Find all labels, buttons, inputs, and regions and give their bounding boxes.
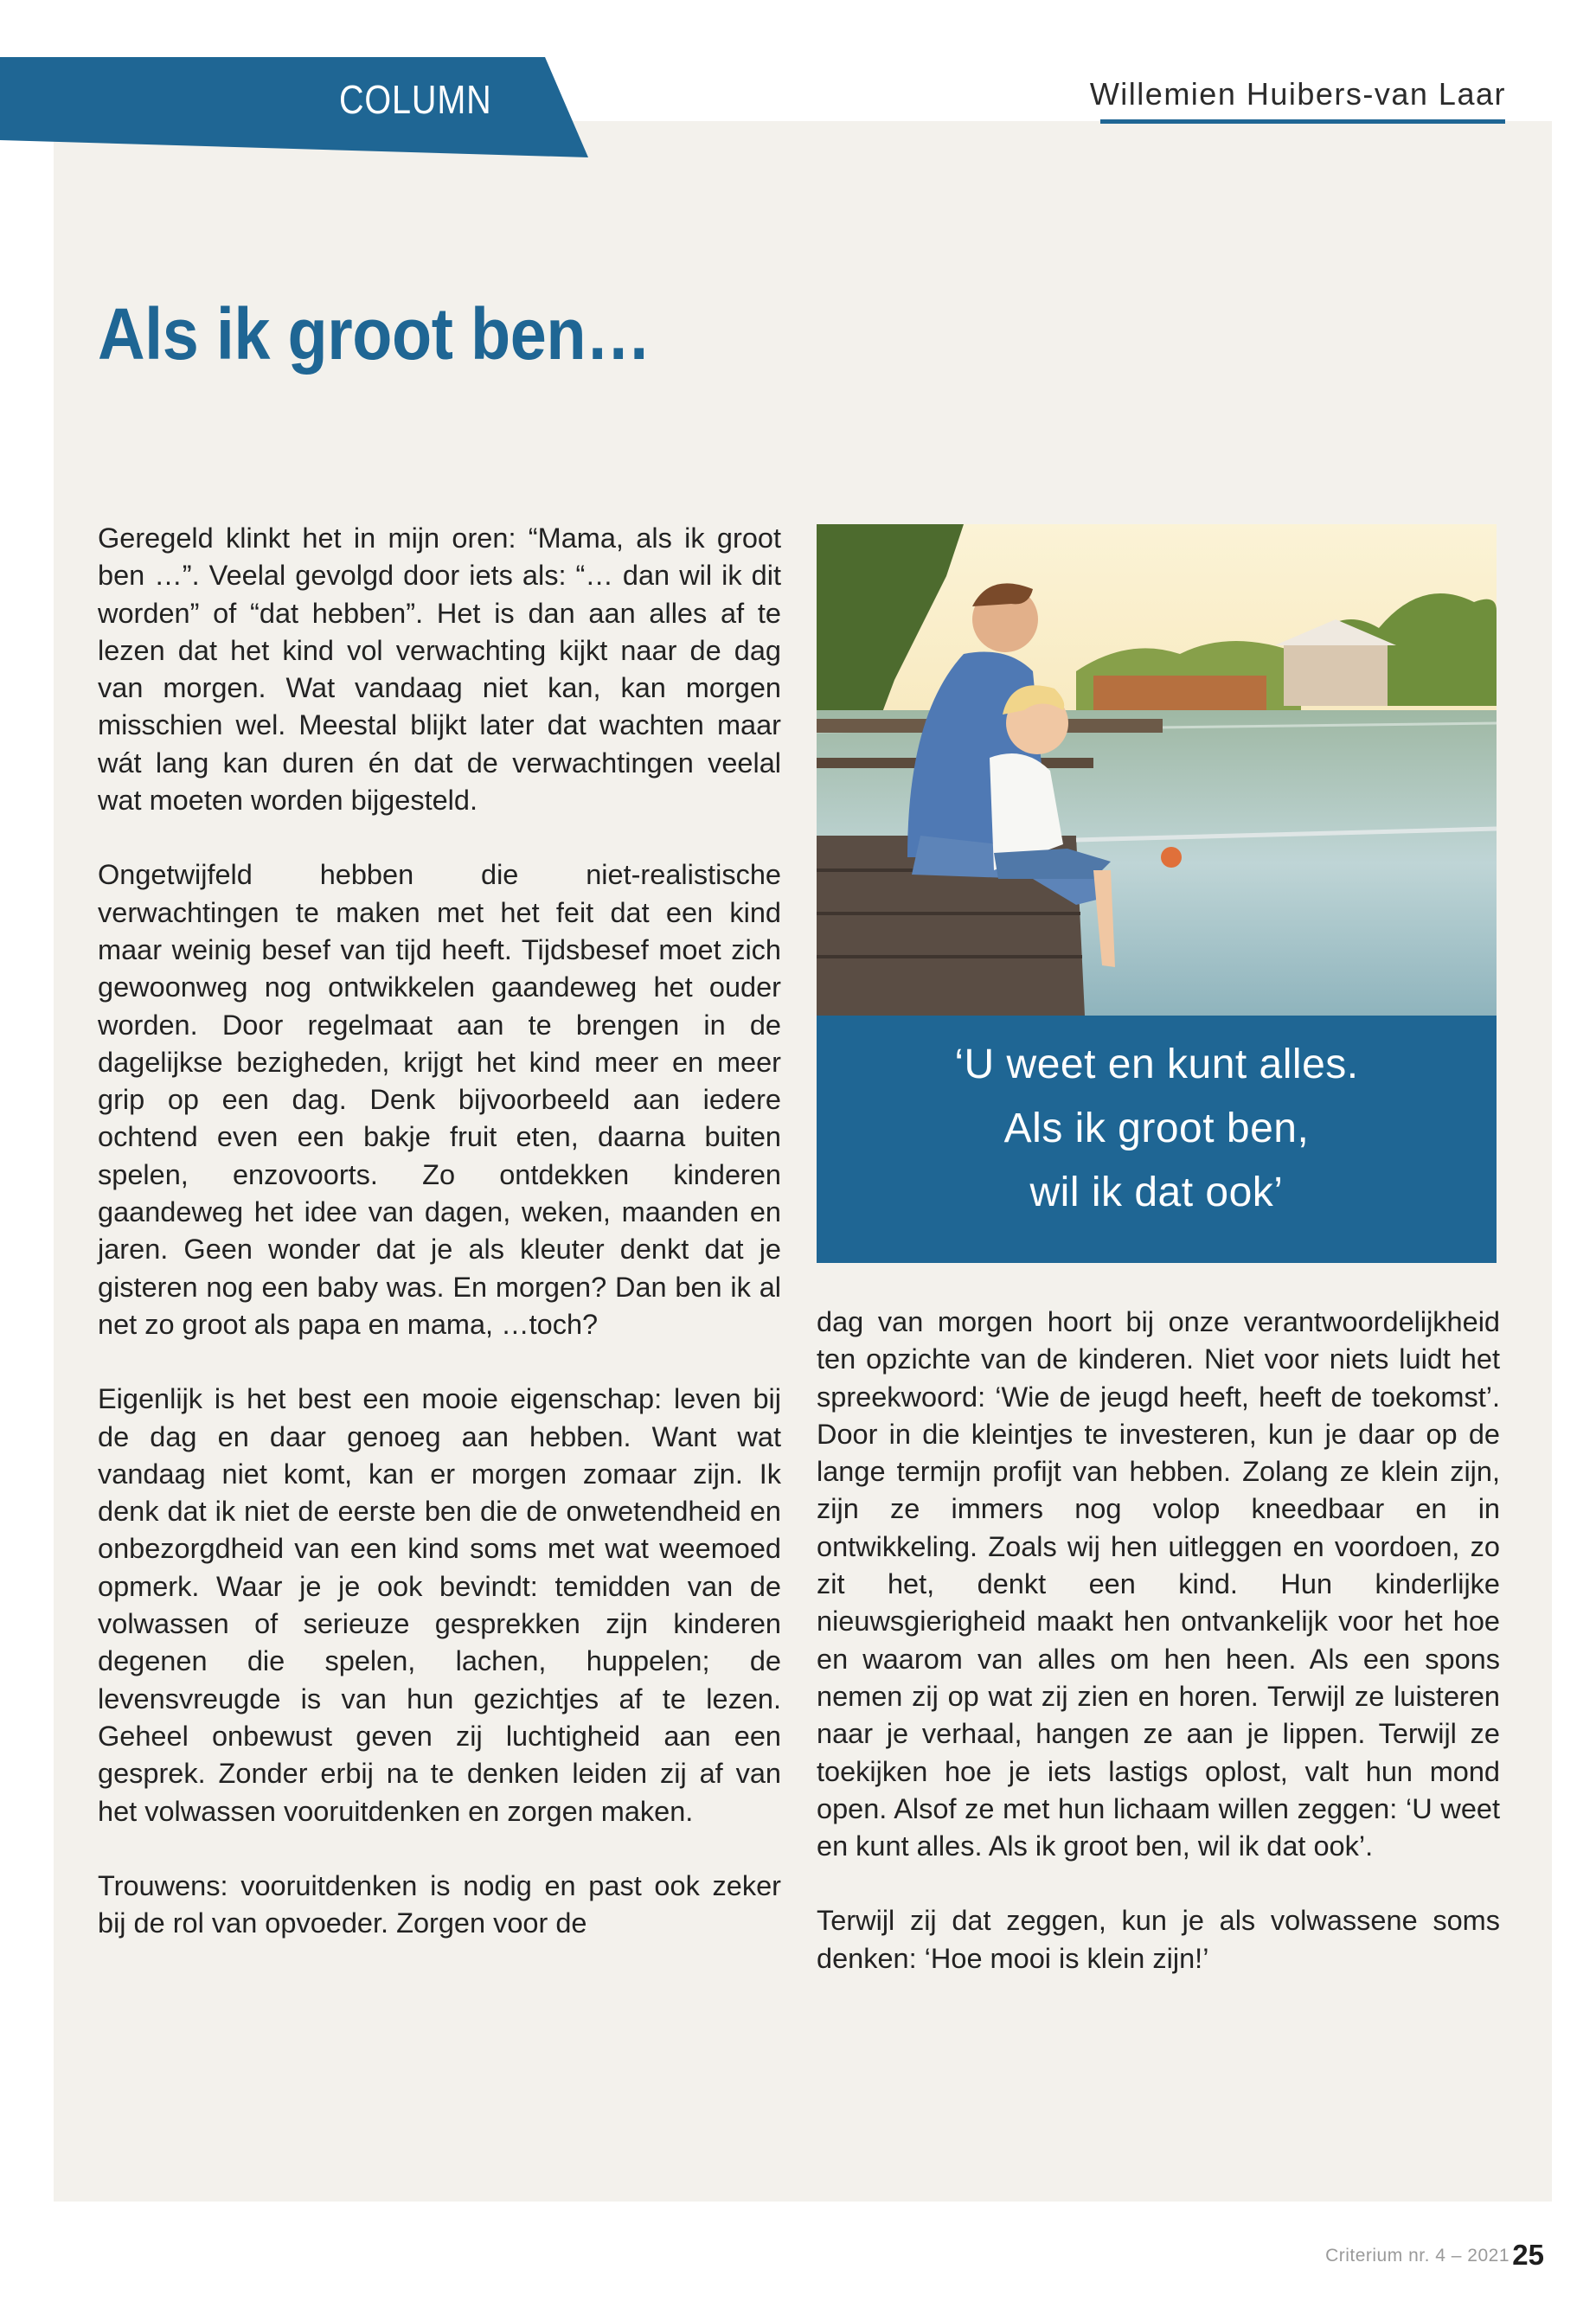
author-name: Willemien Huibers-van Laar <box>1089 76 1506 112</box>
paragraph: dag van morgen hoort bij onze verantwoordelijkheid ten opzichte van de kinderen. Niet voor niets luidt het spreekwoord: ‘Wie de jeugd heeft, heeft de toekomst’. Door in die kleintjes te investeren, kun je daar op de lange termijn profijt van hebben. Zolang ze klein zijn, zijn ze immers nog volop kneedbaar en in ontwikkeling. Zoals wij hen uitleggen en voordoen, zo zit het, denkt een kind. Hun kinderlijke nieuwsgierigheid maakt hen ontvankelijk voor het hoe en waarom van alles om hen heen. Als een spons nemen zij op wat zij zien en horen. Terwijl ze luisteren naar je verhaal, hangen ze aan je lippen. Terwijl ze toekijken hoe je iets lastigs oplost, valt hun mond open. Alsof ze met hun lichaam willen zeggen: ‘U weet en kunt alles. Als ik groot ben, wil ik dat ook’. <box>817 1306 1500 1862</box>
author-underline <box>1100 119 1505 124</box>
section-label: COLUMN <box>339 77 492 122</box>
column-banner-shape <box>0 57 588 157</box>
page-number: 25 <box>1512 2239 1544 2271</box>
father-son-fishing-illustration <box>817 524 1497 1016</box>
pull-quote-line: Als ik groot ben, <box>1003 1106 1310 1151</box>
paragraph: Ongetwijfeld hebben die niet-realistische verwachtingen te maken met het feit dat een kind maar weinig besef van tijd heeft. Tijdsbesef moet zich gewoonweg nog ontwikkelen gaandeweg het ouder worden. Door regelmaat aan te brengen in de dagelijkse bezigheden, krijgt het kind meer en meer grip op een dag. Denk bijvoorbeeld aan iedere ochtend even een bakje fruit eten, daarna buiten spelen, enzovoorts. Zo ontdekken kinderen gaandeweg het idee van dagen, weken, maanden en jaren. Geen wonder dat je als kleuter denkt dat je gisteren nog een baby was. En morgen? Dan ben ik al net zo groot als papa en mama, …toch? <box>98 859 781 1340</box>
paragraph: Geregeld klinkt het in mijn oren: “Mama, als ik groot ben …”. Veelal gevolgd door iets als: “… dan wil ik dit worden” of “dat hebben”. Het is dan aan alles af te lezen dat het kind vol verwachting kijkt naar de dag van morgen. Wat vandaag niet kan, kan morgen misschien wel. Meestal blijkt later dat wachten maar wát lang kan duren én dat de verwachtingen veelal wat moeten worden bijgesteld. <box>98 522 781 817</box>
column-banner <box>0 57 588 157</box>
pull-quote-line: ‘U weet en kunt alles. <box>954 1042 1359 1087</box>
article-title: Als ik groot ben… <box>98 293 651 375</box>
right-column <box>817 1304 1500 2015</box>
paragraph: Terwijl zij dat zeggen, kun je als volwassene soms denken: ‘Hoe mooi is klein zijn!’ <box>817 1905 1500 1974</box>
paragraph: Eigenlijk is het best een mooie eigenschap: leven bij de dag en daar genoeg aan hebben. Want wat vandaag niet komt, kan er morgen zomaar zijn. Ik denk dat ik niet de eerste ben die de onwetendheid en onbezorgdheid van een kind soms met wat weemoed opmerk. Waar je je ook bevindt: temidden van de volwassen of serieuze gesprekken zijn kinderen degenen die spelen, lachen, huppelen; de levensvreugde is van hun gezichtjes af te lezen. Geheel onbewust geven zij luchtigheid aan een gesprek. Zonder erbij na te denken leiden zij af van het volwassen vooruitdenken en zorgen maken. <box>98 1383 781 1827</box>
pull-quote-line: wil ik dat ook’ <box>1029 1170 1284 1215</box>
left-column <box>98 520 781 1979</box>
publication-info: Criterium nr. 4 – 2021 <box>1325 2246 1509 2266</box>
paragraph: Trouwens: vooruitdenken is nodig en past ook zeker bij de rol van opvoeder. Zorgen voor de <box>98 1869 781 1939</box>
article-photo <box>817 524 1497 1016</box>
pull-quote <box>817 1016 1497 1263</box>
